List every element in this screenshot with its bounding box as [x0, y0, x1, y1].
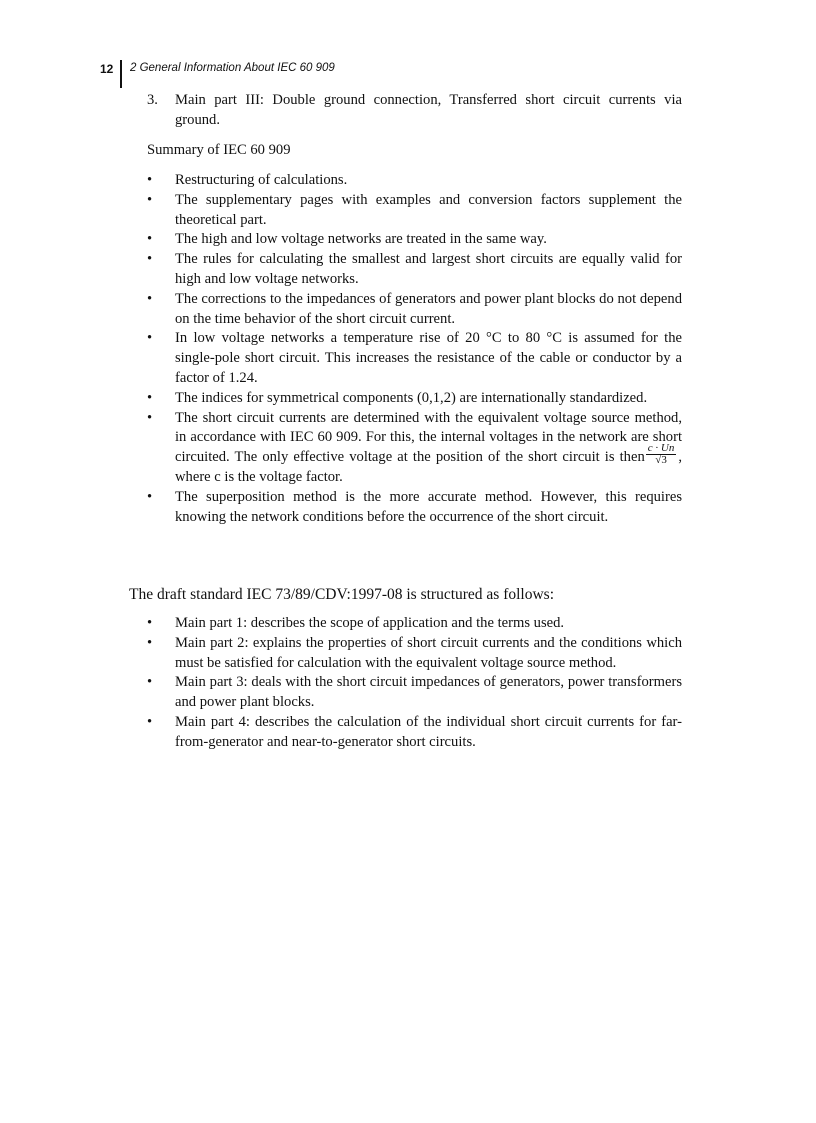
- list-item-text: Main part 2: explains the properties of short circuit currents and the conditions which must be satisfied for calculation with the equivalent voltage source method.: [175, 634, 682, 671]
- formula-denominator: √3: [655, 454, 667, 467]
- list-item: [147, 191, 682, 231]
- draft-intro: The draft standard IEC 73/89/CDV:1997-08 is structured as follows:: [129, 586, 555, 603]
- list-item-text: The short circuit currents are determined with the equivalent voltage source method, in accordance with IEC 60 909. For this, the internal voltages in the network are short circuited. The only effective voltage at the position of the short circuit is then: [175, 409, 682, 466]
- bullet-icon: •: [147, 674, 153, 691]
- list-item-text: Main part III: Double ground connection, Transferred short circuit currents via ground.: [175, 92, 682, 128]
- list-item: [147, 713, 682, 753]
- summary-heading: Summary of IEC 60 909: [147, 142, 291, 158]
- list-number: 3.: [147, 92, 158, 108]
- list-item: [147, 634, 682, 674]
- formula-numerator: c · Un: [647, 442, 675, 455]
- bullet-icon: •: [147, 290, 153, 307]
- running-head: 2 General Information About IEC 60 909: [130, 62, 335, 74]
- list-item-text: , where c is the voltage factor.: [175, 449, 682, 485]
- list-item-3: [147, 91, 682, 131]
- list-item: [147, 389, 682, 409]
- list-item-text: The corrections to the impedances of generators and power plant blocks do not depend on the time behavior of the short circuit current.: [175, 290, 682, 327]
- list-item-text: Main part 1: describes the scope of application and the terms used.: [175, 615, 565, 631]
- header-rule: [120, 60, 122, 88]
- list-item-text: The rules for calculating the smallest and largest short circuits are equally valid for high and low voltage networks.: [175, 251, 682, 287]
- list-item-text: Main part 4: describes the calculation of the individual short circuit currents for far-from-generator and near-to-generator short circuits.: [175, 713, 682, 750]
- list-item-text: In low voltage networks a temperature rise of 20 °C to 80 °C is assumed for the single-pole short circuit. This increases the resistance of the cable or conductor by a factor of 1.24.: [175, 330, 682, 386]
- page-number: 12: [100, 62, 114, 76]
- draft-list: [147, 614, 682, 753]
- list-item-text: The supplementary pages with examples and conversion factors supplement the theoretical part.: [175, 191, 682, 228]
- list-item-text: The indices for symmetrical components (0,1,2) are internationally standardized.: [175, 389, 648, 406]
- summary-list: [147, 171, 682, 527]
- list-item: [147, 409, 682, 488]
- list-item: [147, 329, 682, 388]
- bullet-icon: •: [147, 409, 153, 426]
- list-item-text: The superposition method is the more accurate method. However, this requires knowing the network conditions before the occurrence of the short circuit.: [175, 488, 682, 525]
- bullet-icon: •: [147, 488, 153, 505]
- bullet-icon: •: [147, 713, 153, 730]
- list-item-text: The high and low voltage networks are treated in the same way.: [175, 231, 547, 248]
- list-item: [147, 290, 682, 330]
- bullet-icon: •: [147, 191, 153, 208]
- list-item: [147, 171, 682, 191]
- voltage-formula: [646, 443, 677, 466]
- list-item: [147, 230, 682, 250]
- bullet-icon: •: [147, 615, 153, 631]
- bullet-icon: •: [147, 251, 153, 268]
- list-item: [147, 488, 682, 528]
- bullet-icon: •: [147, 634, 153, 651]
- bullet-icon: •: [147, 231, 153, 248]
- list-item-text: Restructuring of calculations.: [175, 172, 348, 188]
- list-item: [147, 250, 682, 290]
- bullet-icon: •: [147, 330, 153, 347]
- list-item: [147, 673, 682, 713]
- list-item-text: Main part 3: deals with the short circuit impedances of generators, power transformers and power plant blocks.: [175, 674, 682, 711]
- bullet-icon: •: [147, 172, 153, 188]
- bullet-icon: •: [147, 389, 153, 406]
- list-item: [147, 614, 682, 634]
